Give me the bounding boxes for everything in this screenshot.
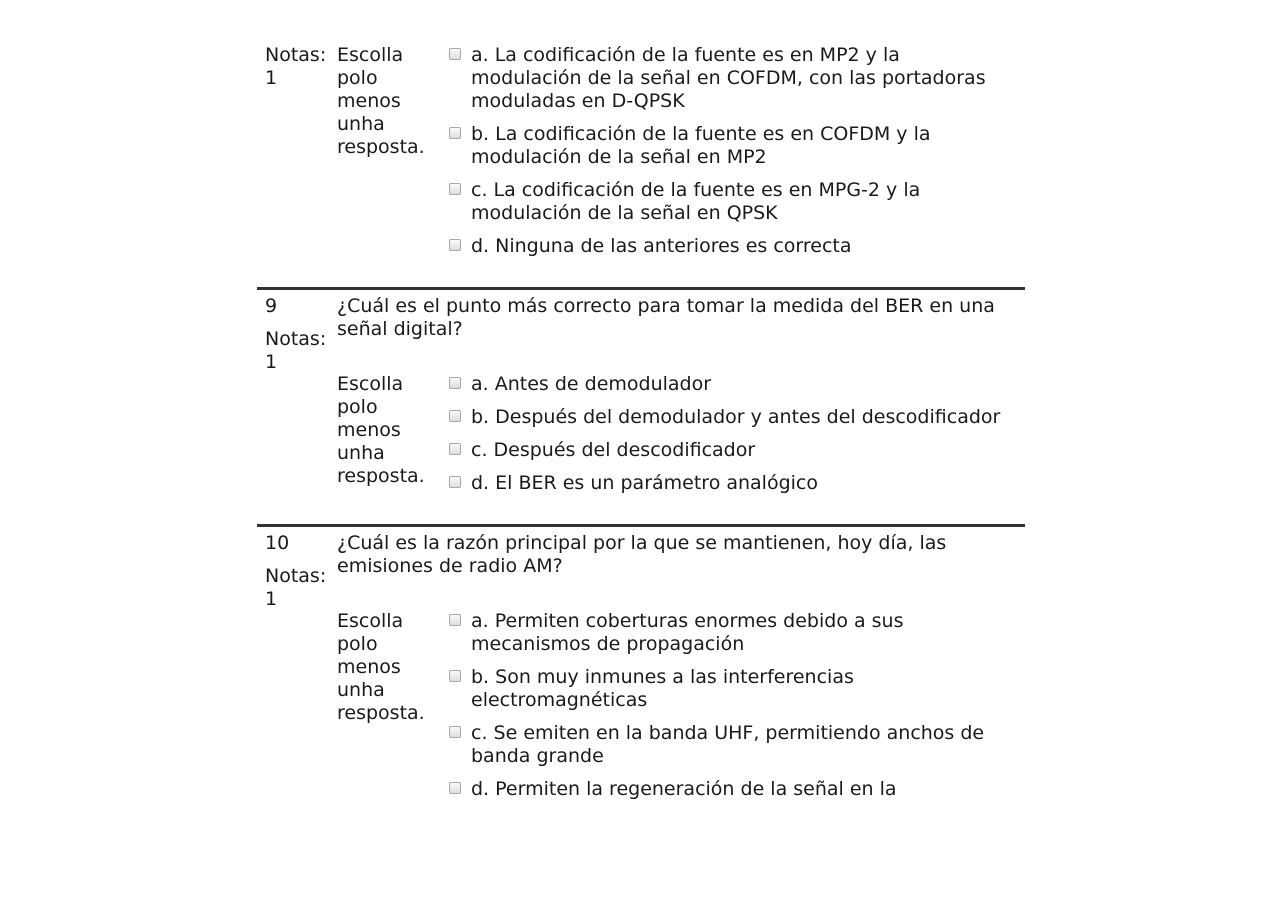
question-info	[257, 44, 337, 258]
grade-label: Notas:	[265, 565, 327, 587]
option-label[interactable]: a. La codificación de la fuente es en MP2 y la modulación de la señal en COFDM, con las portadoras moduladas en D-QPSK	[471, 44, 986, 112]
grade-label: Notas:	[265, 44, 327, 66]
question-number: 10	[265, 532, 290, 554]
answer-block	[337, 44, 1013, 258]
question-9	[257, 287, 1025, 524]
checkbox-icon[interactable]	[449, 410, 461, 422]
answer-prompt: Escolla polo menos unha resposta.	[337, 44, 425, 158]
question-number: 9	[265, 295, 278, 317]
checkbox-icon[interactable]	[449, 476, 461, 488]
checkbox-icon[interactable]	[449, 183, 461, 195]
grade-label: Notas:	[265, 328, 327, 350]
answer-option-a[interactable]	[447, 373, 1013, 396]
question-body	[337, 44, 1025, 258]
checkbox-icon[interactable]	[449, 48, 461, 60]
question-text: ¿Cuál es el punto más correcto para tomar la medida del BER en una señal digital?	[337, 295, 995, 340]
grade-value: 1	[265, 67, 278, 89]
answer-options	[447, 44, 1013, 258]
checkbox-icon[interactable]	[449, 127, 461, 139]
answer-option-b[interactable]	[447, 666, 1013, 712]
question-10	[257, 524, 1025, 823]
question-8	[257, 0, 1025, 287]
answer-block	[337, 610, 1013, 801]
checkbox-icon[interactable]	[449, 782, 461, 794]
answer-options	[447, 610, 1013, 801]
answer-prompt: Escolla polo menos unha resposta.	[337, 373, 425, 487]
option-label[interactable]: d. Ninguna de las anteriores es correcta	[471, 235, 852, 257]
question-body	[337, 295, 1025, 495]
option-label[interactable]: b. Son muy inmunes a las interferencias electromagnéticas	[471, 666, 854, 711]
option-label[interactable]: b. Después del demodulador y antes del descodificador	[471, 406, 1001, 428]
checkbox-icon[interactable]	[449, 726, 461, 738]
answer-option-c[interactable]	[447, 179, 1013, 225]
answer-option-d[interactable]	[447, 235, 1013, 258]
answer-option-c[interactable]	[447, 439, 1013, 462]
option-label[interactable]: c. Después del descodificador	[471, 439, 756, 461]
answer-option-b[interactable]	[447, 406, 1013, 429]
quiz-page	[257, 0, 1025, 823]
question-text: ¿Cuál es la razón principal por la que se mantienen, hoy día, las emisiones de radio AM?	[337, 532, 947, 577]
option-label[interactable]: d. Permiten la regeneración de la señal en la	[471, 778, 897, 800]
grade-value: 1	[265, 351, 278, 373]
checkbox-icon[interactable]	[449, 670, 461, 682]
answer-option-a[interactable]	[447, 610, 1013, 656]
option-label[interactable]: a. Antes de demodulador	[471, 373, 712, 395]
grade-value: 1	[265, 588, 278, 610]
option-label[interactable]: d. El BER es un parámetro analógico	[471, 472, 819, 494]
answer-prompt: Escolla polo menos unha resposta.	[337, 610, 425, 724]
option-label[interactable]: c. Se emiten en la banda UHF, permitiendo anchos de banda grande	[471, 722, 985, 767]
answer-options	[447, 373, 1013, 495]
option-label[interactable]: a. Permiten coberturas enormes debido a sus mecanismos de propagación	[471, 610, 904, 655]
checkbox-icon[interactable]	[449, 443, 461, 455]
answer-option-d[interactable]	[447, 472, 1013, 495]
answer-option-a[interactable]	[447, 44, 1013, 113]
answer-option-d[interactable]	[447, 778, 1013, 801]
checkbox-icon[interactable]	[449, 614, 461, 626]
option-label[interactable]: b. La codificación de la fuente es en COFDM y la modulación de la señal en MP2	[471, 123, 931, 168]
question-info	[257, 295, 337, 495]
answer-option-b[interactable]	[447, 123, 1013, 169]
question-body	[337, 532, 1025, 801]
question-info	[257, 532, 337, 801]
answer-option-c[interactable]	[447, 722, 1013, 768]
checkbox-icon[interactable]	[449, 377, 461, 389]
answer-block	[337, 373, 1013, 495]
option-label[interactable]: c. La codificación de la fuente es en MPG-2 y la modulación de la señal en QPSK	[471, 179, 921, 224]
checkbox-icon[interactable]	[449, 239, 461, 251]
